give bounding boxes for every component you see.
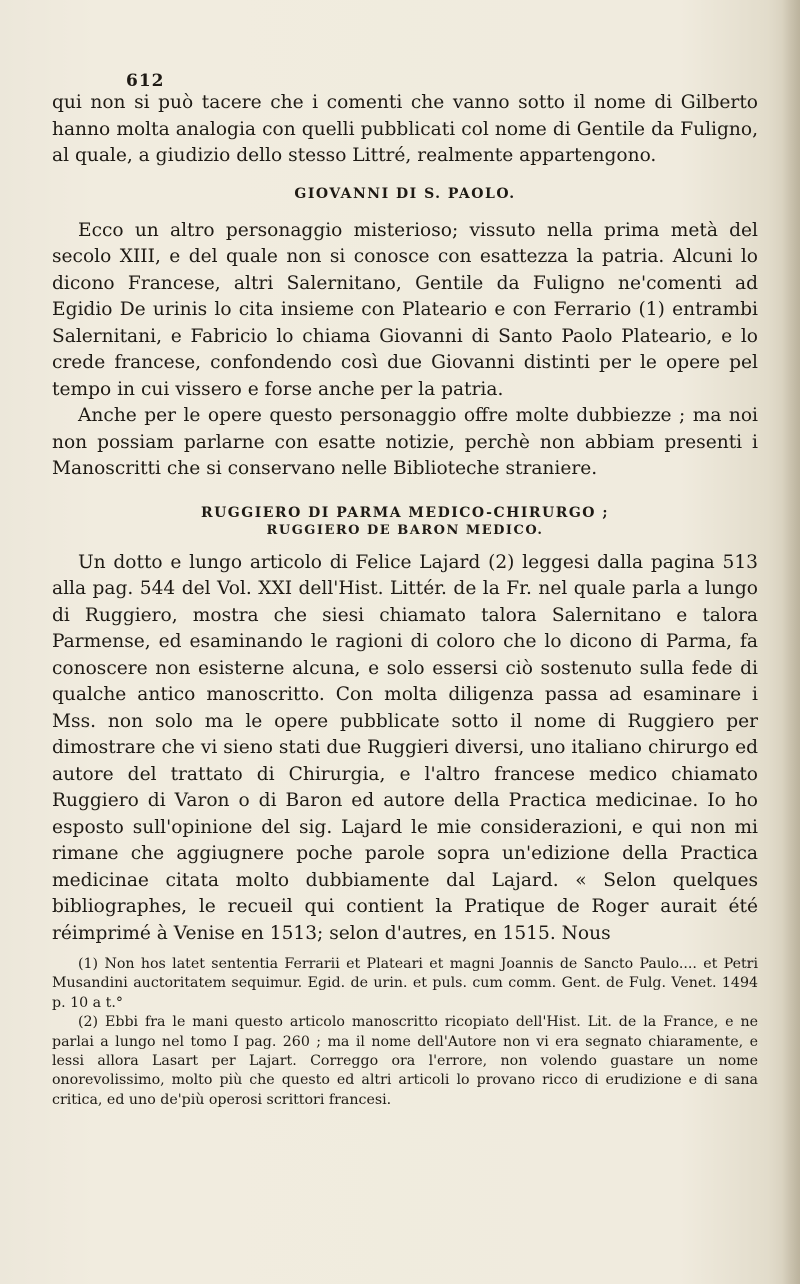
page-content	[52, 72, 758, 1110]
page-number: 612	[126, 71, 165, 91]
page-edge-shadow	[782, 0, 800, 1284]
footnotes	[52, 955, 758, 1110]
footnote-2: (2) Ebbi fra le mani questo articolo manoscritto ricopiato dell'Hist. Lit. de la France, e ne parlai a lungo nel tomo I pag. 260 ; ma il nome dell'Autore non vi era segnato chiaramente, e lessi allora Lasart per Lajart. Correggo ora l'errore, non volendo guastare un nome onorevolissimo, molto più che questo ed altri articoli lo provano ricco di erudizione e di sana critica, ed uno de'più operosi scrittori francesi.	[52, 1014, 758, 1108]
footnote-1: (1) Non hos latet sententia Ferrarii et Plateari et magni Joannis de Sancto Paulo.... et Petri Musandini auctoritatem sequimur. Egid. de urin. et puls. cum comm. Gent. de Fulg. Venet. 1494 p. 10 a t.°	[52, 956, 758, 1011]
section-heading-ruggiero-line2: RUGGIERO DE BARON MEDICO.	[266, 522, 544, 538]
intro-paragraph: qui non si può tacere che i comenti che vanno sotto il nome di Gilberto hanno molta analogia con quelli pubblicati col nome di Gentile da Fuligno, al quale, a giudizio dello stesso Littré, realmente appartengono.	[52, 92, 758, 166]
section-heading-giovanni: GIOVANNI DI S. PAOLO.	[294, 185, 516, 202]
paragraph-giovanni-1: Ecco un altro personaggio misterioso; vissuto nella prima metà del secolo XIII, e del quale non si conosce con esattezza la patria. Alcuni lo dicono Francese, altri Salernitano, Gentile da Fuligno ne'comenti ad Egidio De urinis lo cita insieme con Plateario e con Ferrario (1) entrambi Salernitani, e Fabricio lo chiama Giovanni di Santo Paolo Plateario, e lo crede francese, confondendo così due Giovanni distinti per le opere pel tempo in cui vissero e forse anche per la patria.	[52, 219, 758, 400]
paragraph-giovanni-2: Anche per le opere questo personaggio offre molte dubbiezze ; ma noi non possiam parlarne con esatte notizie, perchè non abbiam presenti i Manoscritti che si conservano nelle Biblioteche straniere.	[52, 405, 758, 479]
paragraph-ruggiero: Un dotto e lungo articolo di Felice Lajard (2) leggesi dalla pagina 513 alla pag. 544 del Vol. XXI dell'Hist. Littér. de la Fr. nel quale parla a lungo di Ruggiero, mostra che siesi chiamato talora Salernitano e talora Parmense, ed esaminando le ragioni di coloro che lo dicono di Parma, fa conoscere non esisterne alcuna, e solo essersi ciò sostenuto sulla fede di qualche antico manoscritto. Con molta diligenza passa ad esaminare i Mss. non solo ma le opere pubblicate sotto il nome di Ruggiero per dimostrare che vi sieno stati due Ruggieri diversi, uno italiano chirurgo ed autore del trattato di Chirurgia, e l'altro francese medico chiamato Ruggiero di Varon o di Baron ed autore della Practica medicinae. Io ho esposto sull'opinione del sig. Lajard le mie considerazioni, e qui non mi rimane che aggiugnere poche parole sopra un'edizione della Practica medicinae citata molto dubbiamente dal Lajard. « Selon quelques bibliographes, le recueil qui contient la Pratique de Roger aurait été réimprimé à Venise en 1513; selon d'autres, en 1515. Nous	[52, 551, 758, 944]
section-heading-ruggiero-line1: RUGGIERO DI PARMA MEDICO-CHIRURGO ;	[200, 504, 610, 521]
